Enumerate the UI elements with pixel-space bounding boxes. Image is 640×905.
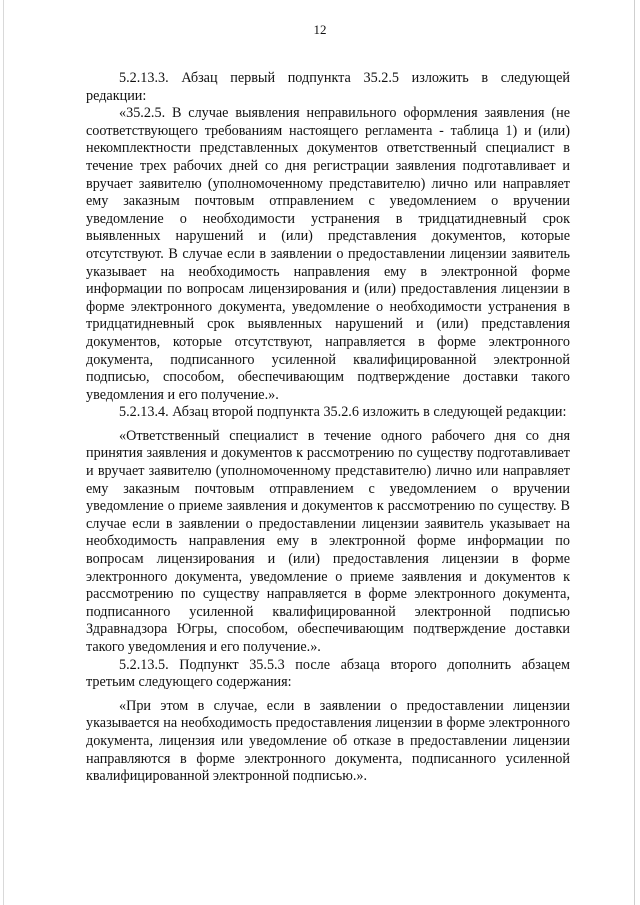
paragraph-5-2-13-5: 5.2.13.5. Подпункт 35.5.3 после абзаца второго дополнить абзацем третьим следующего содержания: [86,656,570,691]
document-body [86,70,570,786]
scan-edge-right [634,0,635,905]
paragraph-35-2-5-quote: «35.2.5. В случае выявления неправильного оформления заявления (не соответствующего требованиям настоящего регламента - таблица 1) и (или) некомплектности представленных документов ответственный специалист в течение трех рабочих дней со дня регистрации заявления подготавливает и вручает заявителю (уполномоченному представителю) лично или направляет ему заказным почтовым отправлением с уведомлением о вручении уведомление о необходимости устранения в тридцатидневный срок выявленных нарушений и (или) представления документов, которые отсутствуют. В случае если в заявлении о предоставлении лицензии заявитель указывает на необходимость направления ему в электронной форме информации по вопросам лицензирования и (или) предоставления лицензии в форме электронного документа, уведомление о необходимости устранения в тридцатидневный срок выявленных нарушений и (или) представления документов, которые отсутствуют, направляется в форме электронного документа, подписанного усиленной квалифицированной электронной подписью, способом, обеспечивающим подтверждение доставки такого уведомления и его получение.». [86,105,570,403]
paragraph-35-5-3-quote: «При этом в случае, если в заявлении о предоставлении лицензии указывается на необходимость предоставления лицензии в форме электронного документа, лицензия или уведомление об отказе в предоставлении лицензии направляются в форме электронного документа, подписанного усиленной квалифицированной электронной подписью.». [86,697,570,785]
paragraph-5-2-13-3: 5.2.13.3. Абзац первый подпункта 35.2.5 изложить в следующей редакции: [86,70,570,104]
paragraph-35-2-6-quote: «Ответственный специалист в течение одного рабочего дня со дня принятия заявления и документов к рассмотрению по существу подготавливает и вручает заявителю (уполномоченному представителю) лично или направляет ему заказным почтовым отправлением с уведомлением о вручении уведомление о приеме заявления и документов к рассмотрению по существу. В случае если в заявлении о предоставлении лицензии заявитель указывает на необходимость направления ему в электронной форме информации по вопросам лицензирования и (или) предоставления лицензии в форме электронного документа, уведомление о приеме заявления и документов к рассмотрению по существу направляется в форме электронного документа, подписанного усиленной квалифицированной электронной подписью Здравнадзора Югры, способом, обеспечивающим подтверждение доставки такого уведомления и его получение.». [86,427,570,655]
scan-edge-left [3,0,4,905]
paragraph-5-2-13-4: 5.2.13.4. Абзац второй подпункта 35.2.6 изложить в следующей редакции: [119,404,567,421]
page-number: 12 [313,22,327,37]
